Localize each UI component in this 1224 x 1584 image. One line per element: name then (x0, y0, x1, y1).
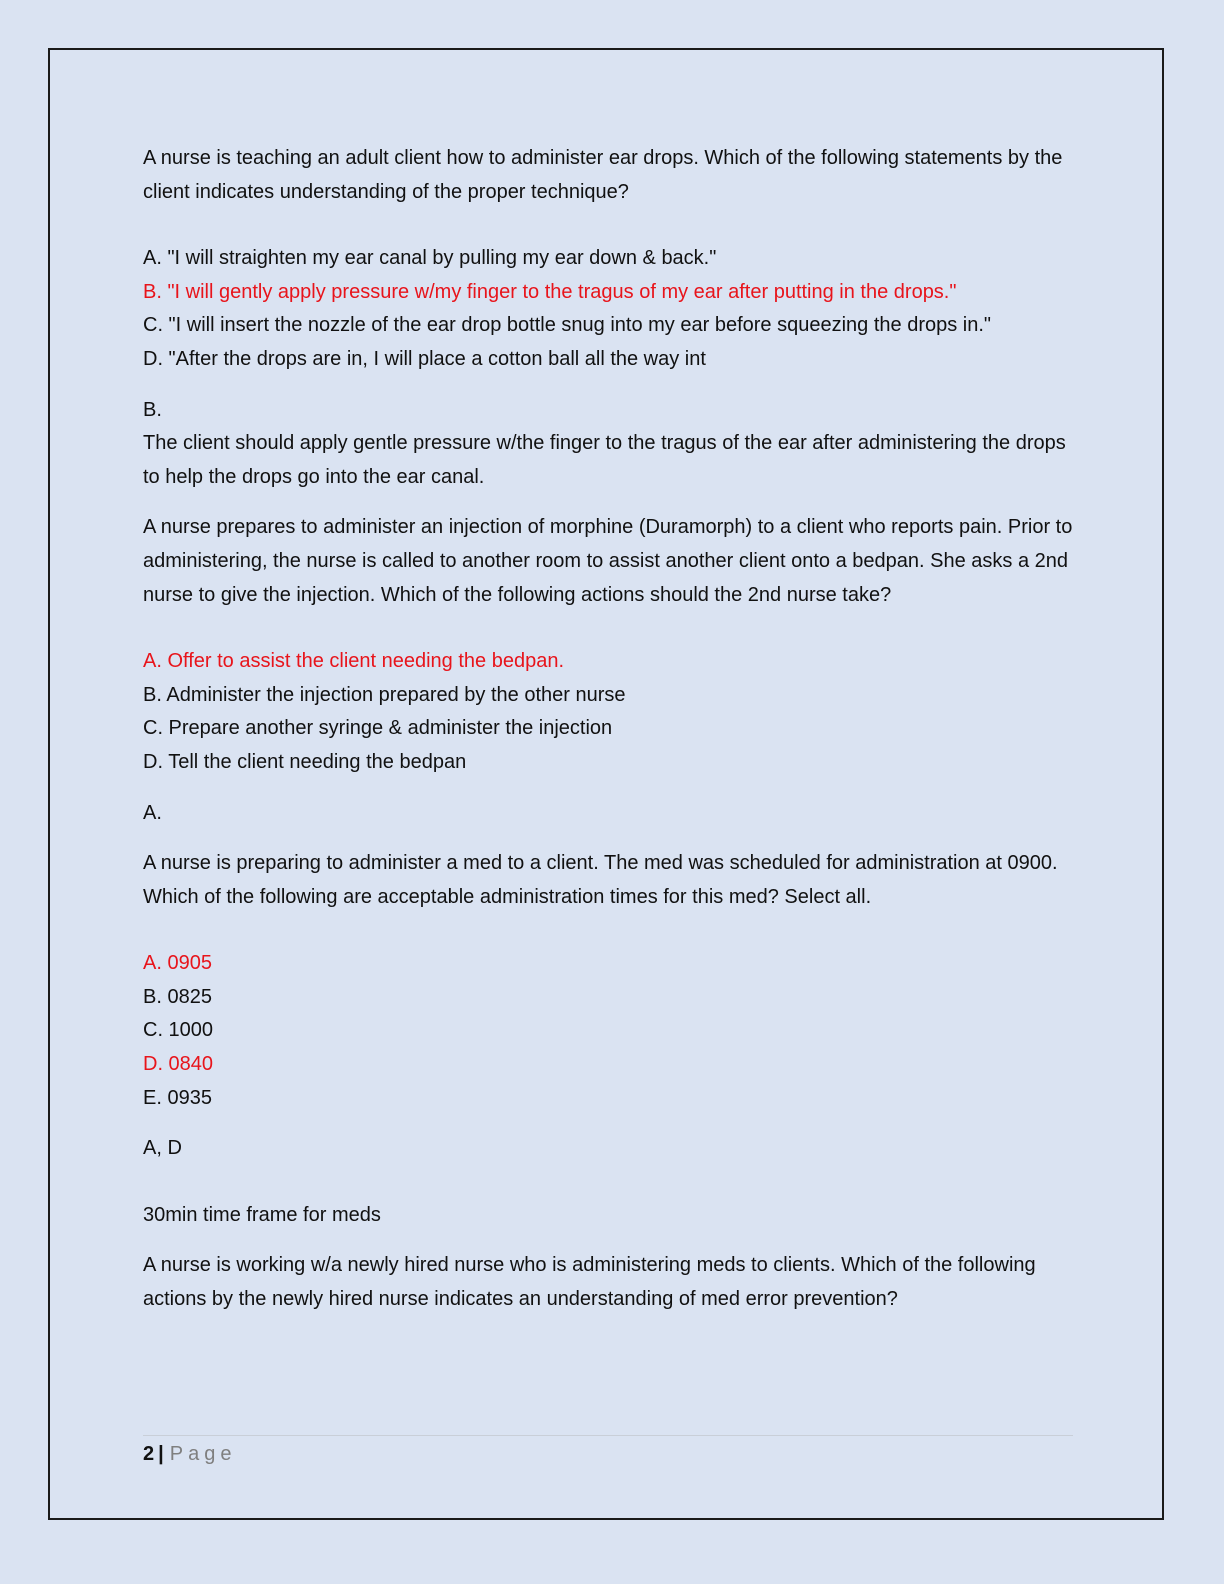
question-2-option-c: C. Prepare another syringe & administer the injection (143, 717, 613, 740)
question-2-option-a-correct: A. Offer to assist the client needing the bedpan. (143, 650, 565, 673)
question-2-text: A nurse prepares to administer an injection of morphine (Duramorph) to a client who reports pain. Prior to administering, the nurse is called to another room to assist another client onto a bedpan. She asks a 2nd nurse to give the injection. Which of the following actions should the 2nd nurse take? (143, 516, 1073, 606)
question-1-rationale: The client should apply gentle pressure w/the finger to the tragus of the ear after administering the drops to help the drops go into the ear canal. (143, 432, 1066, 488)
question-1-option-c: C. "I will insert the nozzle of the ear drop bottle snug into my ear before squeezing the drops in." (143, 314, 991, 337)
question-3-option-d-correct: D. 0840 (143, 1053, 214, 1076)
question-3-text: A nurse is preparing to administer a med to a client. The med was scheduled for administration at 0900. Which of the following are acceptable administration times for this med? Select all. (143, 852, 1058, 908)
page-number: 2 (143, 1443, 155, 1465)
question-2-answer: A. (143, 801, 162, 824)
footer-divider (143, 1435, 1073, 1436)
question-3-option-b: B. 0825 (143, 985, 212, 1008)
question-1-option-a: A. "I will straighten my ear canal by pulling my ear down & back." (143, 247, 717, 270)
page-footer (143, 1440, 236, 1468)
question-2-option-b: B. Administer the injection prepared by the other nurse (143, 683, 626, 706)
question-3-option-e: E. 0935 (143, 1086, 212, 1109)
question-3-rationale: 30min time frame for meds (143, 1203, 381, 1226)
question-4-text: A nurse is working w/a newly hired nurse who is administering meds to clients. Which of the following actions by the newly hired nurse indicates an understanding of med error prevention? (143, 1254, 1036, 1311)
question-1-answer: B. (143, 398, 162, 421)
document-body (143, 142, 1083, 1317)
question-1-text: A nurse is teaching an adult client how to administer ear drops. Which of the following statements by the client indicates understanding of the proper technique? (143, 147, 1063, 203)
page-label: Page (169, 1443, 237, 1465)
question-1-option-b-correct: B. "I will gently apply pressure w/my finger to the tragus of my ear after putting in the drops." (143, 280, 957, 303)
question-1-option-d: D. "After the drops are in, I will place a cotton ball all the way int (143, 347, 706, 370)
question-2-option-d: D. Tell the client needing the bedpan (143, 750, 467, 773)
question-3-option-c: C. 1000 (143, 1019, 214, 1042)
question-3-answer: A, D (143, 1137, 182, 1160)
footer-separator: | (158, 1443, 164, 1465)
question-3-option-a-correct: A. 0905 (143, 952, 212, 975)
